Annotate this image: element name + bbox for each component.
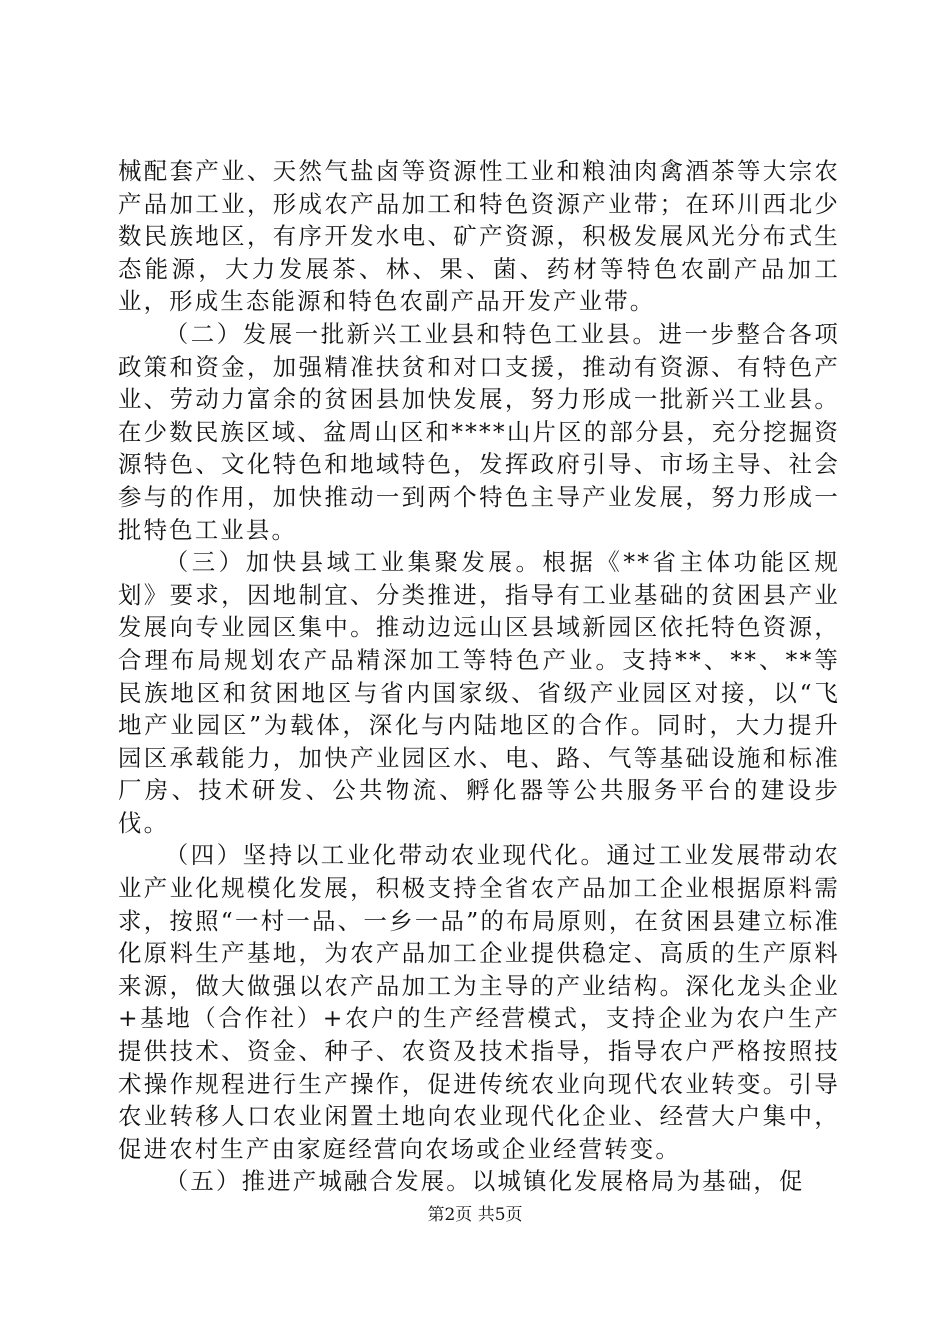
paragraph-continued-industry-belts: 械配套产业、天然气盐卤等资源性工业和粮油肉禽酒茶等大宗农产品加工业，形成农产品加工和特色资源产业带；在环川西北少数民族地区，有序开发水电、矿产资源，积极发展风光分布式生态能源，大力发展茶、林、果、菌、药材等特色农副产品加工业，形成生态能源和特色农副产品开发产业带。	[118, 157, 840, 316]
document-body	[118, 155, 840, 1198]
paragraph-section-5-industry-city-integration: （五）推进产城融合发展。以城镇化发展格局为基础，促	[164, 1167, 805, 1196]
paragraph-section-2-new-industrial-counties: （二）发展一批新兴工业县和特色工业县。进一步整合各项政策和资金，加强精准扶贫和对口支援，推动有资源、有特色产业、劳动力富余的贫困县加快发展，努力形成一批新兴工业县。在少数民族区域、盆周山区和****山片区的部分县，充分挖掘资源特色、文化特色和地域特色，发挥政府引导、市场主导、社会参与的作用，加快推动一到两个特色主导产业发展，努力形成一批特色工业县。	[118, 319, 840, 544]
page-number-footer: 第2页 共5页	[427, 1205, 523, 1225]
paragraph-section-4-agricultural-modernization: （四）坚持以工业化带动农业现代化。通过工业发展带动农业产业化规模化发展，积极支持全省农产品加工企业根据原料需求，按照“一村一品、一乡一品”的布局原则，在贫困县建立标准化原料生产基地，为农产品加工企业提供稳定、高质的生产原料来源，做大做强以农产品加工为主导的产业结构。深化龙头企业+基地（合作社）+农户的生产经营模式，支持企业为农户生产提供技术、资金、种子、农资及技术指导，指导农户严格按照技术操作规程进行生产操作，促进传统农业向现代农业转变。引导农业转移人口农业闲置土地向农业现代化企业、经营大户集中，促进农村生产由家庭经营向农场或企业经营转变。	[118, 841, 840, 1163]
paragraph-section-3-county-industrial-clustering: （三）加快县域工业集聚发展。根据《**省主体功能区规划》要求，因地制宜、分类推进，指导有工业基础的贫困县产业发展向专业园区集中。推动边远山区县域新园区依托特色资源，合理布局规划农产品精深加工等特色产业。支持**、**、**等民族地区和贫困地区与省内国家级、省级产业园区对接，以“飞地产业园区”为载体，深化与内陆地区的合作。同时，大力提升园区承载能力，加快产业园区水、电、路、气等基础设施和标准厂房、技术研发、公共物流、孵化器等公共服务平台的建设步伐。	[118, 548, 840, 837]
